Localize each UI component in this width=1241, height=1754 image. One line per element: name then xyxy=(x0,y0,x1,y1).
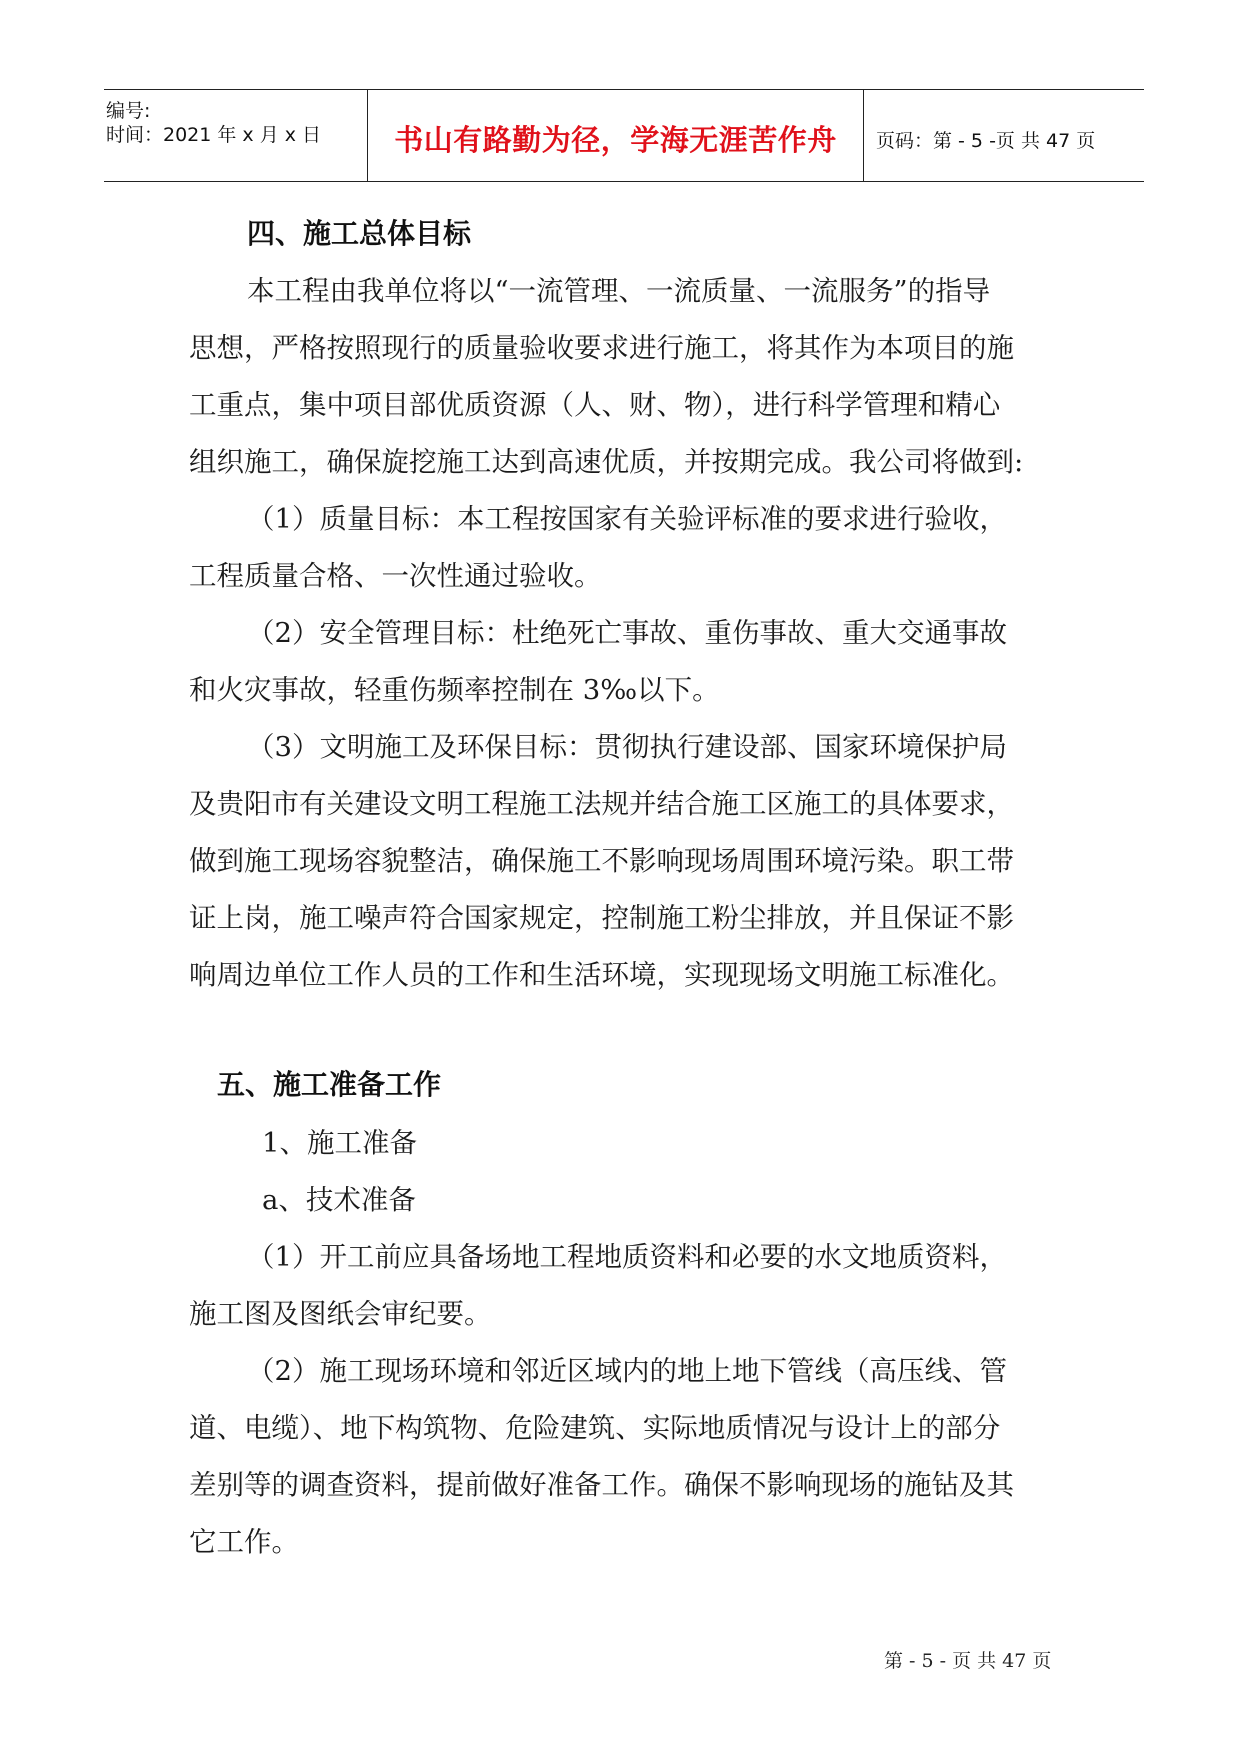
paragraph-line: （3）文明施工及环保目标：贯彻执行建设部、国家环境保护局 xyxy=(247,731,1007,763)
paragraph-line: 工程质量合格、一次性通过验收。 xyxy=(189,560,602,592)
paragraph-line: 施工图及图纸会审纪要。 xyxy=(189,1298,492,1330)
page-footer: 第 - 5 - 页 共 47 页 xyxy=(884,1650,1052,1672)
section-heading-preparation: 五、施工准备工作 xyxy=(217,1068,442,1101)
subsection-title: a、技术准备 xyxy=(262,1184,416,1216)
paragraph-line: 及贵阳市有关建设文明工程施工法规并结合施工区施工的具体要求， xyxy=(189,788,1014,820)
paragraph-line: 证上岗，施工噪声符合国家规定，控制施工粉尘排放，并且保证不影 xyxy=(189,902,1014,934)
header-page-code: 页码：第 - 5 -页 共 47 页 xyxy=(876,130,1096,152)
paragraph-line: 思想，严格按照现行的质量验收要求进行施工，将其作为本项目的施 xyxy=(189,332,1014,364)
paragraph-line: 响周边单位工作人员的工作和生活环境，实现现场文明施工标准化。 xyxy=(189,959,1014,991)
subsection-title: 1、施工准备 xyxy=(262,1127,417,1159)
document-time-label: 时间：2021 年 x 月 x 日 xyxy=(106,124,322,146)
document-number-label: 编号: xyxy=(106,100,151,122)
header-info-cell xyxy=(104,90,368,181)
paragraph-line: 差别等的调查资料，提前做好准备工作。确保不影响现场的施钻及其 xyxy=(189,1469,1014,1501)
paragraph-line: （2）施工现场环境和邻近区域内的地上地下管线（高压线、管 xyxy=(247,1355,1007,1387)
paragraph-line: 本工程由我单位将以“一流管理、一流质量、一流服务”的指导 xyxy=(247,275,991,307)
paragraph-line: 和火灾事故，轻重伤频率控制在 3‰以下。 xyxy=(189,674,720,706)
paragraph-line: 工重点，集中项目部优质资源（人、财、物），进行科学管理和精心 xyxy=(189,389,1001,421)
section-heading-overall-goals: 四、施工总体目标 xyxy=(247,217,472,250)
header-motto: 书山有路勤为径，学海无涯苦作舟 xyxy=(394,123,837,157)
paragraph-line: （2）安全管理目标：杜绝死亡事故、重伤事故、重大交通事故 xyxy=(247,617,1007,649)
paragraph-line: （1）开工前应具备场地工程地质资料和必要的水文地质资料， xyxy=(247,1241,1007,1273)
header-motto-cell xyxy=(368,90,864,181)
paragraph-line: 它工作。 xyxy=(189,1526,299,1558)
header-page-cell xyxy=(864,90,1144,181)
paragraph-line: （1）质量目标：本工程按国家有关验评标准的要求进行验收， xyxy=(247,503,1007,535)
document-header xyxy=(104,89,1144,182)
paragraph-line: 道、电缆）、地下构筑物、危险建筑、实际地质情况与设计上的部分 xyxy=(189,1412,1001,1444)
paragraph-line: 组织施工，确保旋挖施工达到高速优质，并按期完成。我公司将做到: xyxy=(189,446,1024,478)
paragraph-line: 做到施工现场容貌整洁，确保施工不影响现场周围环境污染。职工带 xyxy=(189,845,1014,877)
